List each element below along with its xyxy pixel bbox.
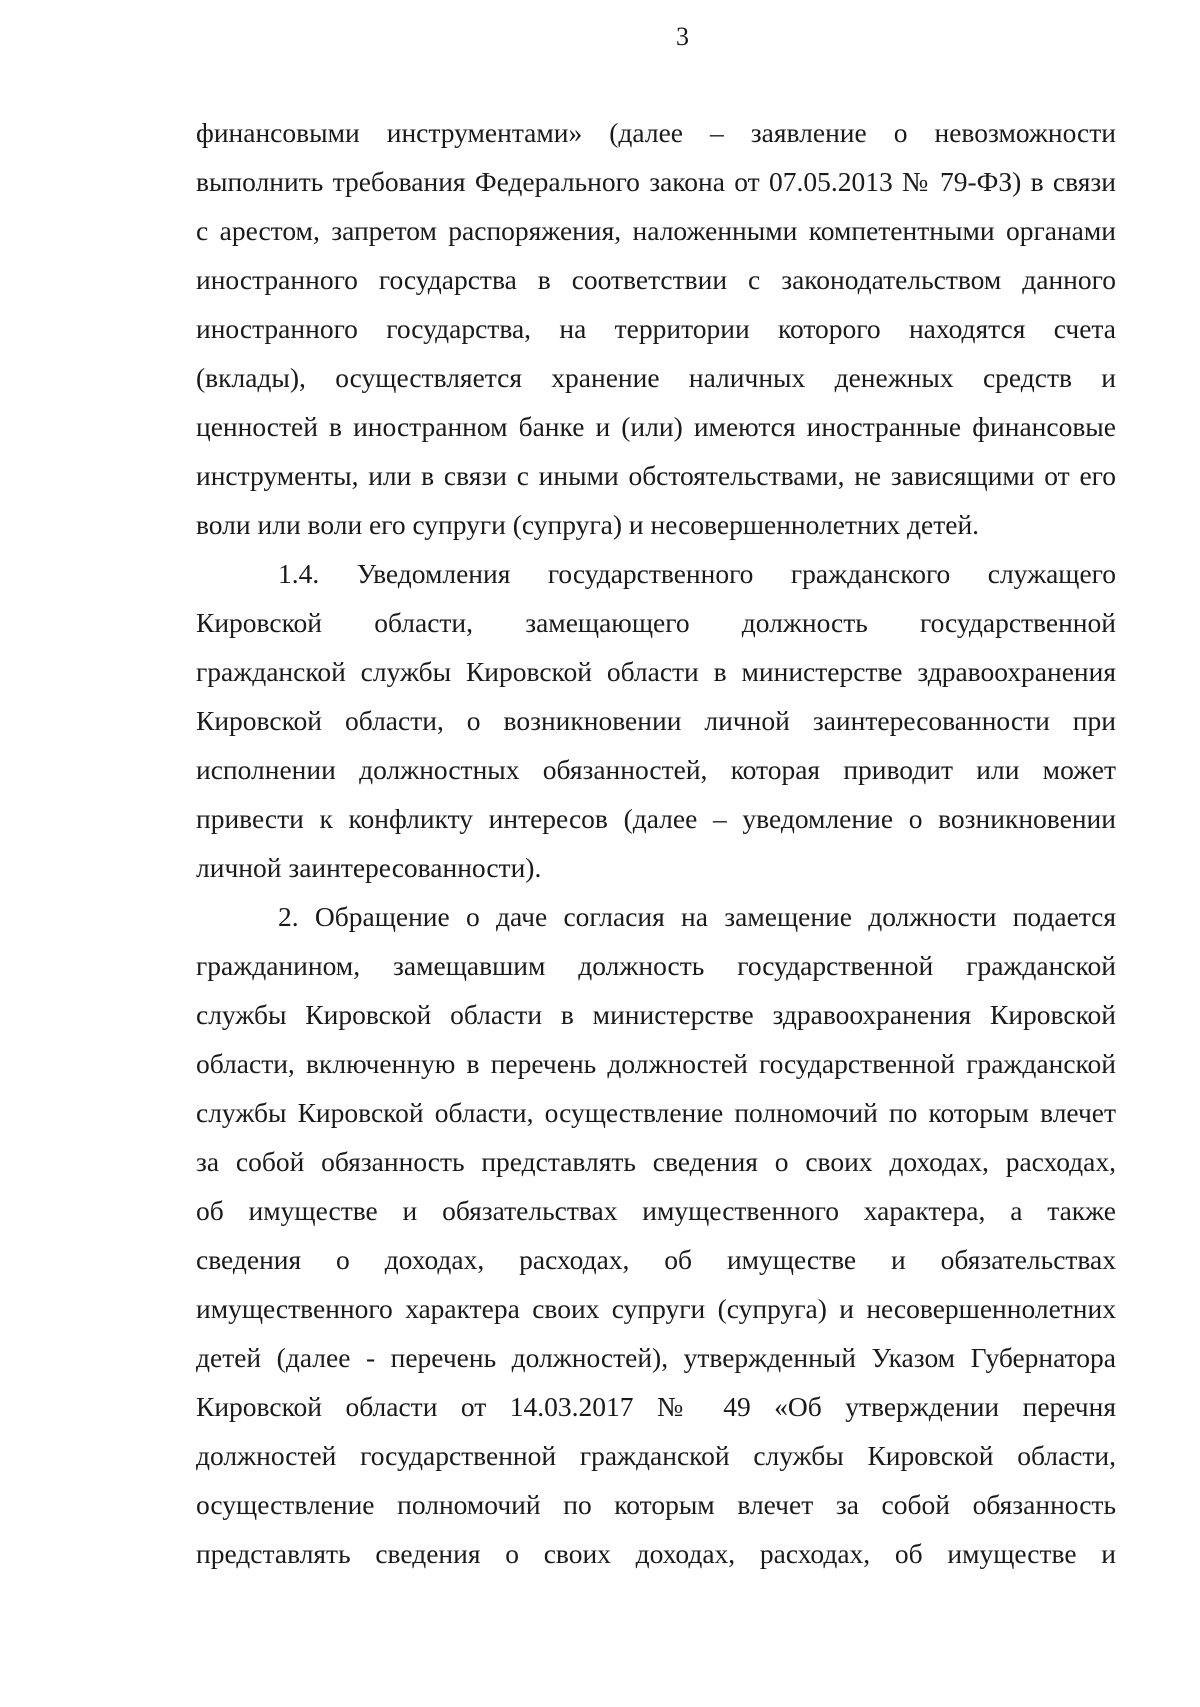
text-line: 2. Обращение о даче согласия на замещение должности подается	[278, 901, 1116, 932]
text-line: инструменты, или в связи с иными обстоятельствами, не зависящими от его	[196, 460, 1116, 491]
text-line: иностранного государства в соответствии с законодательством данного	[196, 264, 1116, 295]
text-line: Кировской области, о возникновении личной заинтересованности при	[196, 705, 1116, 736]
text-line: Кировской области, замещающего должность государственной	[196, 607, 1116, 638]
text-line: представлять сведения о своих доходах, расходах, об имуществе и	[196, 1538, 1116, 1569]
text-line: гражданской службы Кировской области в министерстве здравоохранения	[196, 656, 1116, 687]
text-line: гражданином, замещавшим должность государственной гражданской	[196, 950, 1116, 981]
text-line: выполнить требования Федерального закона от 07.05.2013 № 79-ФЗ) в связи	[196, 166, 1116, 197]
text-line: исполнении должностных обязанностей, которая приводит или может	[196, 754, 1116, 785]
text-line: службы Кировской области в министерстве здравоохранения Кировской	[196, 999, 1116, 1030]
text-line: с арестом, запретом распоряжения, наложенными компетентными органами	[196, 215, 1116, 246]
text-line: области, включенную в перечень должностей государственной гражданской	[196, 1048, 1116, 1079]
text-line: личной заинтересованности).	[196, 852, 542, 883]
text-line: воли или воли его супруги (супруга) и несовершеннолетних детей.	[196, 509, 980, 540]
text-line: за собой обязанность представлять сведения о своих доходах, расходах,	[196, 1146, 1116, 1177]
text-line: об имуществе и обязательствах имущественного характера, а также	[196, 1195, 1116, 1226]
text-line: сведения о доходах, расходах, об имуществе и обязательствах	[196, 1244, 1116, 1275]
text-line: осуществление полномочий по которым влечет за собой обязанность	[196, 1489, 1116, 1520]
text-line: службы Кировской области, осуществление полномочий по которым влечет	[196, 1097, 1116, 1128]
text-line: имущественного характера своих супруги (супруга) и несовершеннолетних	[196, 1293, 1116, 1324]
text-line: (вклады), осуществляется хранение наличных денежных средств и	[196, 362, 1116, 393]
page-number: 3	[676, 22, 689, 51]
text-line: должностей государственной гражданской службы Кировской области,	[196, 1440, 1116, 1471]
text-line: ценностей в иностранном банке и (или) имеются иностранные финансовые	[196, 411, 1116, 442]
text-line: детей (далее - перечень должностей), утвержденный Указом Губернатора	[196, 1342, 1116, 1373]
text-line: Кировской области от 14.03.2017 № 49 «Об утверждении перечня	[196, 1391, 1116, 1422]
text-line: иностранного государства, на территории которого находятся счета	[196, 313, 1116, 344]
text-line: финансовыми инструментами» (далее – заявление о невозможности	[196, 117, 1116, 148]
text-line: 1.4. Уведомления государственного гражданского служащего	[278, 558, 1116, 589]
text-line: привести к конфликту интересов (далее – уведомление о возникновении	[196, 803, 1116, 834]
